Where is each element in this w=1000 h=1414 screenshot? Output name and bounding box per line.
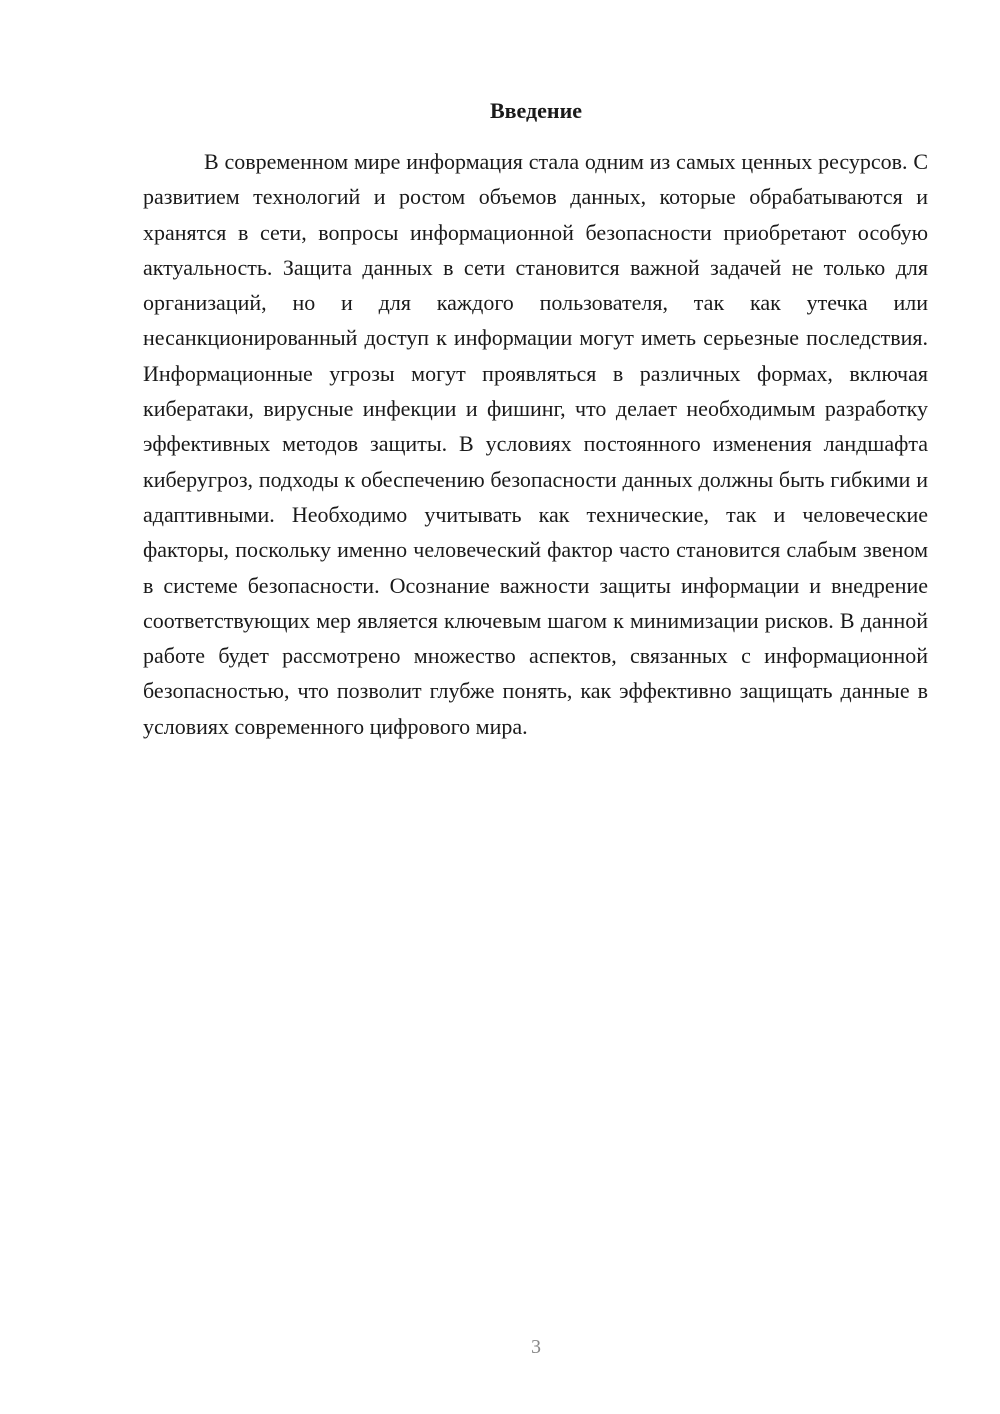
page-number: 3 bbox=[531, 1336, 541, 1358]
section-heading: Введение bbox=[489, 98, 583, 123]
introduction-paragraph: В современном мире информация стала одним из самых ценных ресурсов. С развитием технологий и ростом объемов данных, которые обрабатываются и хранятся в сети, вопросы информационной безопасности приобретают особую актуальность. Защита данных в сети становится важной задачей не только для организаций, но и для каждого пользователя, так как утечка или несанкционированный доступ к информации могут иметь серьезные последствия. Информационные угрозы могут проявляться в различных формах, включая кибератаки, вирусные инфекции и фишинг, что делает необходимым разработку эффективных методов защиты. В условиях постоянного изменения ландшафта киберугроз, подходы к обеспечению безопасности данных должны быть гибкими и адаптивными. Необходимо учитывать как технические, так и человеческие факторы, поскольку именно человеческий фактор часто становится слабым звеном в системе безопасности. Осознание важности защиты информации и внедрение соответствующих мер является ключевым шагом к минимизации рисков. В данной работе будет рассмотрено множество аспектов, связанных с информационной безопасностью, что позволит глубже понять, как эффективно защищать данные в условиях современного цифрового мира. bbox=[143, 149, 928, 739]
